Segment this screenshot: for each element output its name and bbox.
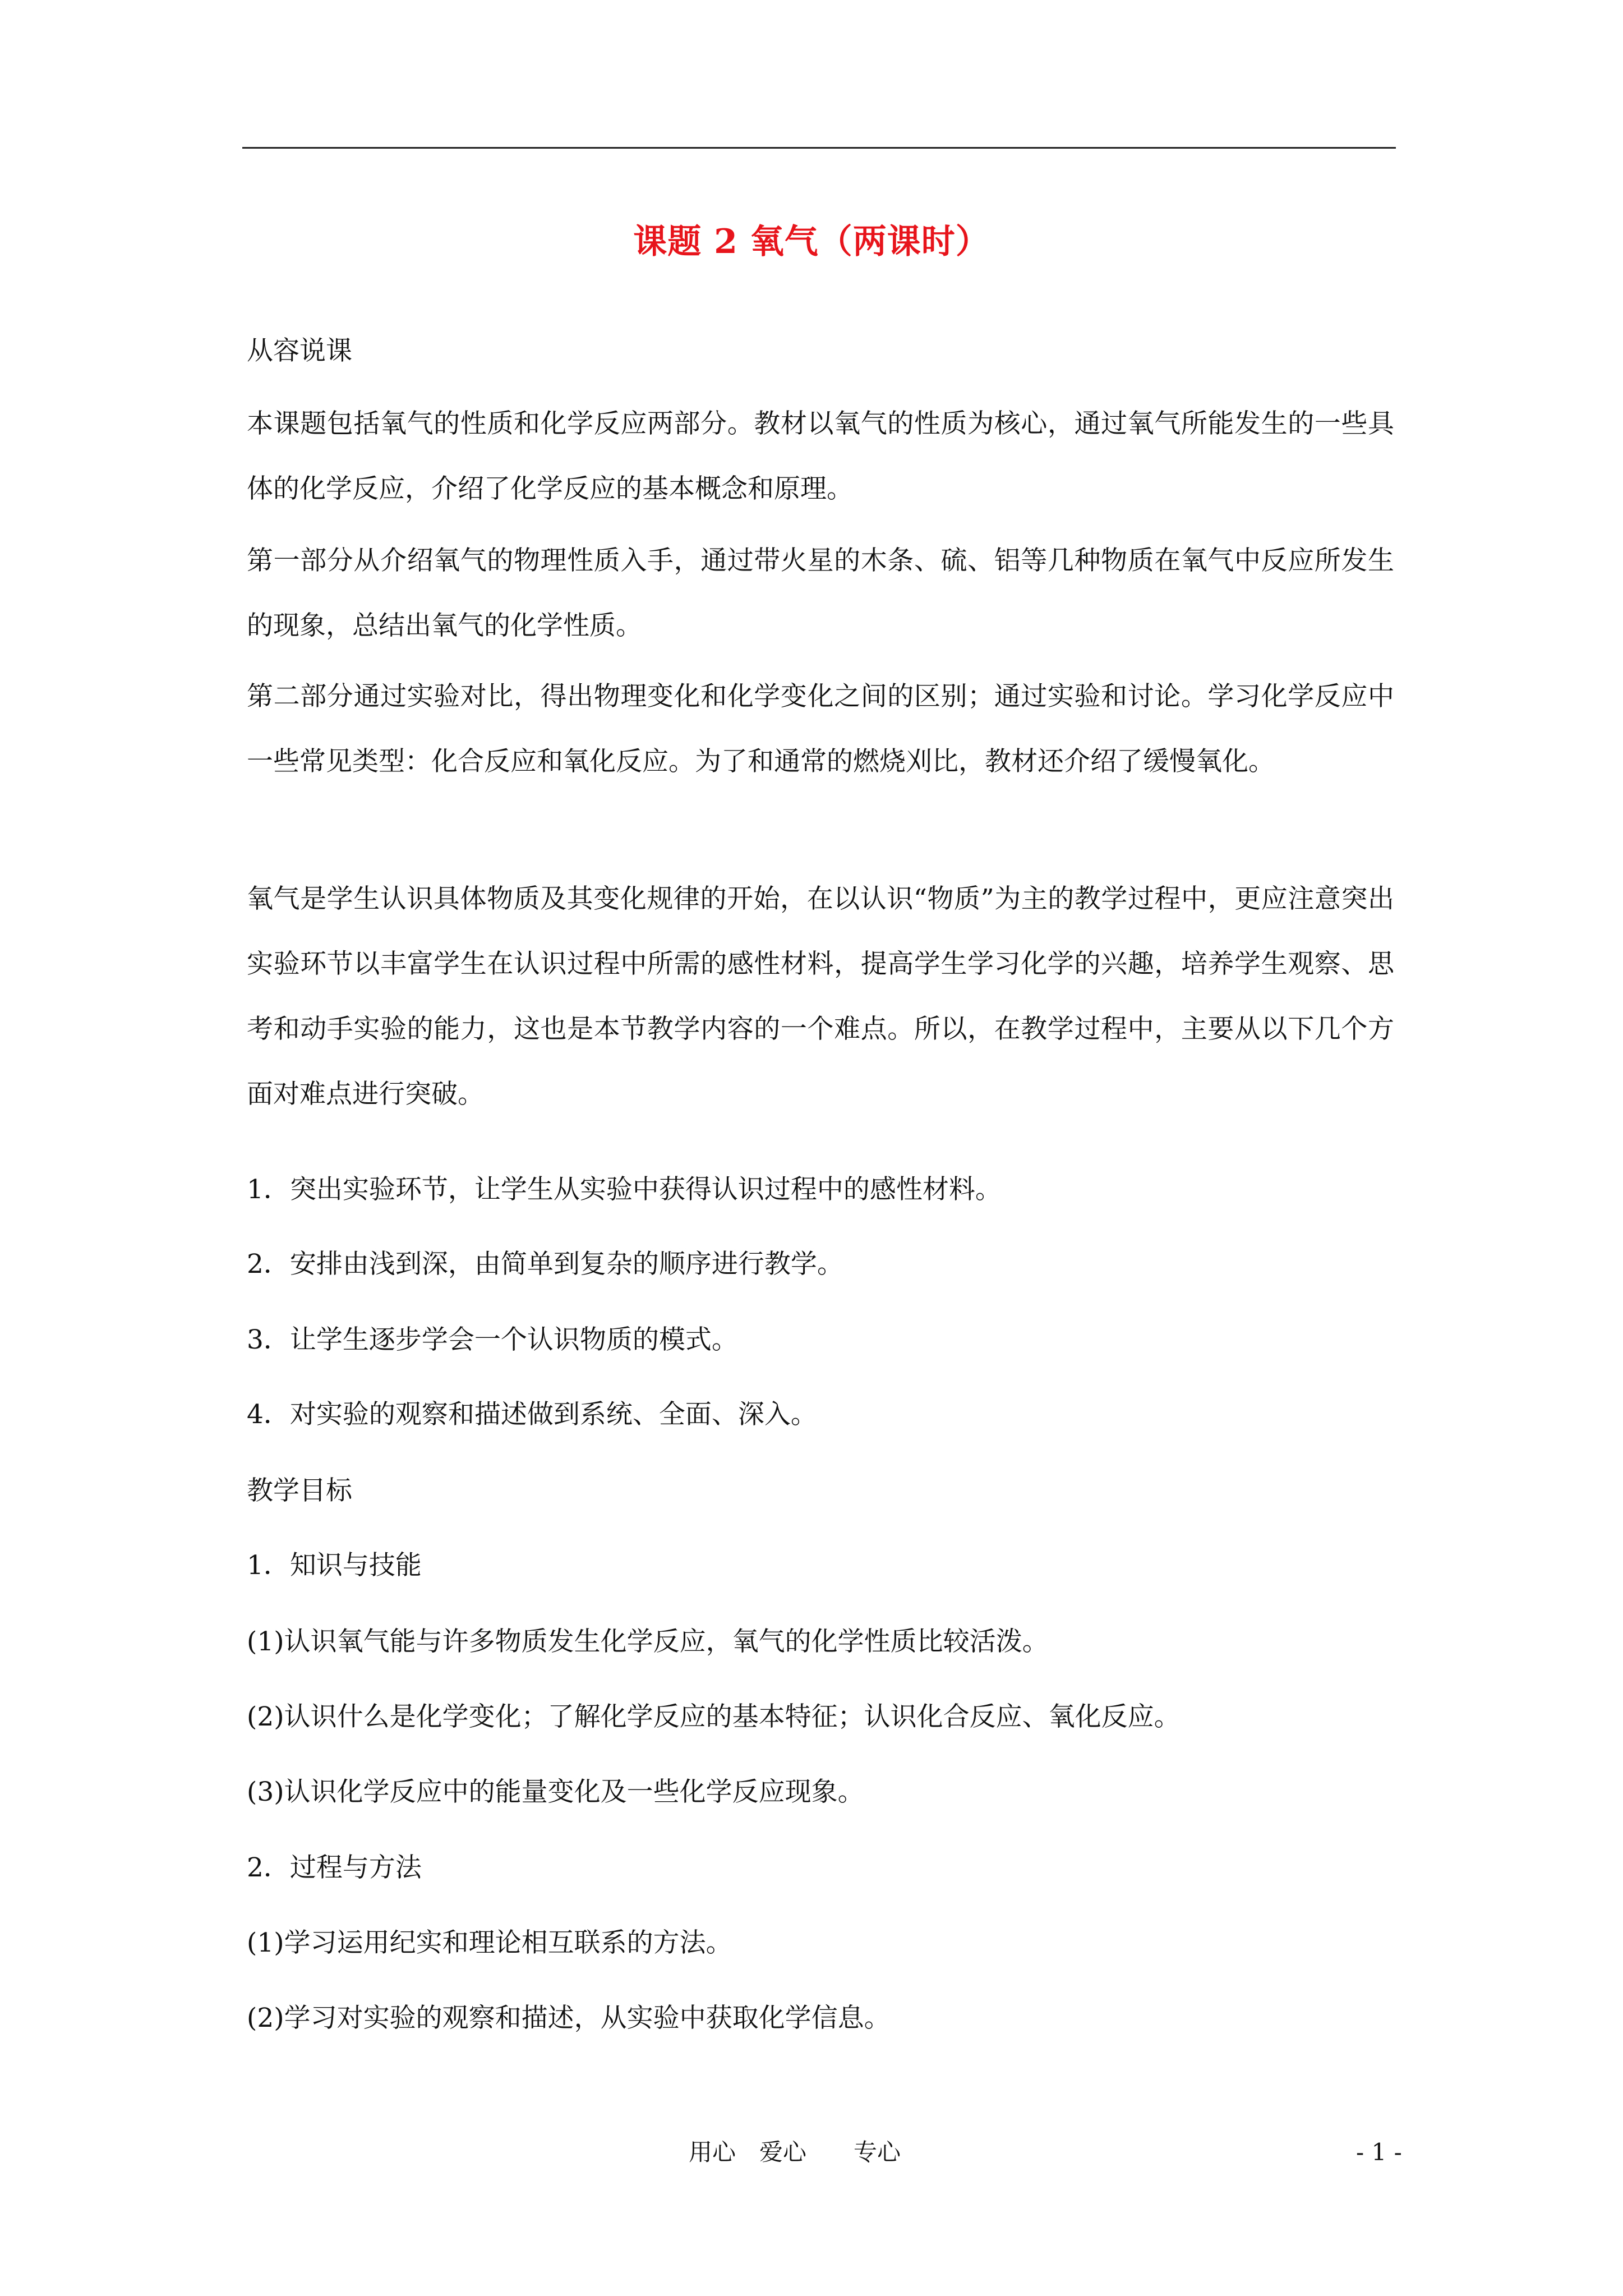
- page-title: 课题 2 氧气（两课时）: [633, 222, 990, 261]
- section-heading-intro: 从容说课: [247, 335, 352, 366]
- list-item-1: 1．突出实验环节，让学生从实验中获得认识过程中的感性材料。: [247, 1174, 1002, 1205]
- list-item-3: 3．让学生逐步学会一个认识物质的模式。: [247, 1324, 738, 1355]
- goal-2-heading: 2．过程与方法: [247, 1852, 422, 1883]
- goal-1-item-a: (1)认识氧气能与许多物质发生化学反应，氧气的化学性质比较活泼。: [247, 1626, 1049, 1657]
- section-heading-goals: 教学目标: [247, 1475, 352, 1506]
- goal-2-item-a: (1)学习运用纪实和理论相互联系的方法。: [247, 1927, 732, 1958]
- goal-2-item-b: (2)学习对实验的观察和描述，从实验中获取化学信息。: [247, 2003, 891, 2033]
- paragraph-1: 本课题包括氧气的性质和化学反应两部分。教材以氧气的性质为核心，通过氧气所能发生的一些具体的化学反应，介绍了化学反应的基本概念和原理。: [247, 408, 1394, 504]
- page-number: - 1 -: [1356, 2138, 1402, 2166]
- paragraph-2: 第一部分从介绍氧气的物理性质入手，通过带火星的木条、硫、铝等几种物质在氧气中反应所发生的现象，总结出氧气的化学性质。: [247, 545, 1394, 641]
- list-item-4: 4．对实验的观察和描述做到系统、全面、深入。: [247, 1399, 817, 1430]
- header-rule: [242, 147, 1396, 149]
- goal-1-heading: 1．知识与技能: [247, 1550, 422, 1581]
- paragraph-4: 氧气是学生认识具体物质及其变化规律的开始，在以认识“物质”为主的教学过程中，更应注意突出实验环节以丰富学生在认识过程中所需的感性材料，提高学生学习化学的兴趣，培养学生观察、思考和动手实验的能力，这也是本节教学内容的一个难点。所以，在教学过程中，主要从以下几个方面对难点进行突破。: [247, 884, 1394, 1110]
- goal-1-item-b: (2)认识什么是化学变化；了解化学反应的基本特征；认识化合反应、氧化反应。: [247, 1701, 1181, 1732]
- footer-slogan: 用心 爱心 专心: [689, 2138, 901, 2166]
- list-item-2: 2．安排由浅到深，由简单到复杂的顺序进行教学。: [247, 1249, 843, 1280]
- paragraph-3: 第二部分通过实验对比，得出物理变化和化学变化之间的区别；通过实验和讨论。学习化学反应中一些常见类型：化合反应和氧化反应。为了和通常的燃烧刈比，教材还介绍了缓慢氧化。: [247, 681, 1394, 777]
- goal-1-item-c: (3)认识化学反应中的能量变化及一些化学反应现象。: [247, 1777, 864, 1807]
